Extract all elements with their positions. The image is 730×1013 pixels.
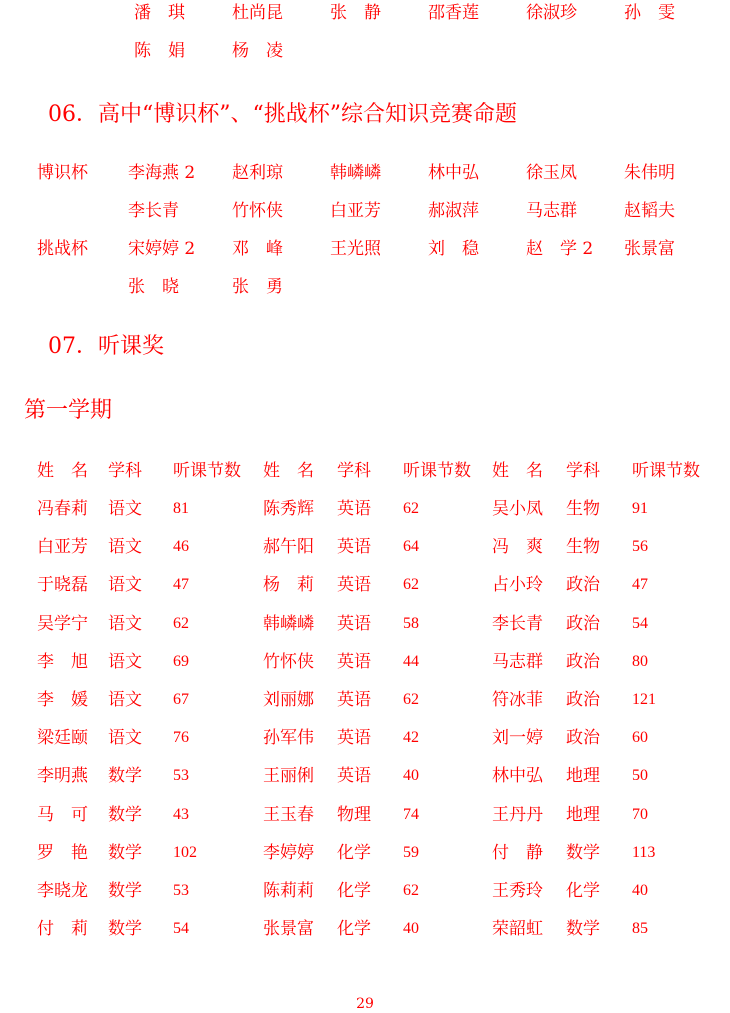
name-entry: 刘 稳	[428, 239, 479, 259]
table-cell: 马志群	[492, 651, 543, 672]
table-cell: 化学	[337, 842, 371, 863]
table-cell: 刘一婷	[492, 728, 543, 749]
table-cell: 林中弘	[492, 766, 543, 787]
table-cell: 80	[632, 652, 648, 670]
name-entry: 张 勇	[232, 277, 283, 297]
table-cell: 数学	[566, 919, 600, 940]
table-cell: 马 可	[37, 804, 88, 825]
table-cell: 47	[173, 576, 189, 594]
table-cell: 40	[403, 767, 419, 785]
table-cell: 语文	[108, 613, 142, 634]
table-cell: 刘丽娜	[263, 690, 314, 710]
table-cell: 58	[403, 614, 419, 632]
table-cell: 数学	[108, 804, 142, 825]
table-cell: 陈秀辉	[263, 499, 314, 519]
table-cell: 62	[173, 614, 189, 632]
name-entry: 张景富	[624, 239, 675, 259]
table-cell: 40	[632, 882, 648, 899]
semester-title: 第一学期	[24, 398, 113, 423]
table-cell: 于晓磊	[37, 575, 88, 596]
table-cell: 白亚芳	[37, 537, 88, 558]
table-cell: 64	[403, 538, 419, 556]
table-cell: 102	[173, 843, 197, 861]
table-cell: 地理	[566, 766, 600, 787]
table-cell: 李 媛	[37, 690, 88, 710]
table-cell: 67	[173, 691, 189, 708]
name-entry: 白亚芳	[330, 201, 381, 221]
name-entry: 陈 娟	[134, 41, 185, 61]
name-entry: 邓 峰	[232, 239, 283, 259]
table-cell: 竹怀侠	[263, 651, 314, 672]
table-cell: 吴学宁	[37, 613, 88, 634]
name-entry: 赵 学 2	[526, 239, 594, 259]
name-entry: 赵韬夫	[624, 201, 675, 221]
table-cell: 物理	[337, 804, 371, 825]
name-entry: 宋婷婷 2	[128, 239, 196, 259]
table-cell: 50	[632, 767, 648, 785]
table-header-cell: 听课节数	[632, 461, 700, 481]
name-entry: 林中弘	[428, 163, 479, 183]
table-cell: 语文	[108, 651, 142, 672]
table-cell: 王丽俐	[263, 766, 314, 787]
table-cell: 罗 艳	[37, 842, 88, 863]
table-cell: 121	[632, 691, 656, 708]
group-label-tiaozhan: 挑战杯	[37, 239, 88, 259]
table-cell: 政治	[566, 575, 600, 596]
table-cell: 占小玲	[492, 575, 543, 596]
table-cell: 政治	[566, 651, 600, 672]
table-header-cell: 姓 名	[263, 461, 314, 481]
name-entry: 李海燕 2	[128, 163, 196, 183]
table-cell: 英语	[337, 651, 371, 672]
table-cell: 英语	[337, 613, 371, 634]
section-06-title: 06．高中“博识杯”、“挑战杯”综合知识竞赛命题	[48, 102, 517, 127]
table-header-cell: 学科	[108, 461, 142, 481]
table-cell: 语文	[108, 537, 142, 558]
table-cell: 政治	[566, 613, 600, 634]
table-cell: 语文	[108, 690, 142, 710]
table-cell: 数学	[108, 919, 142, 940]
table-cell: 62	[403, 500, 419, 517]
table-cell: 英语	[337, 499, 371, 519]
table-cell: 李晓龙	[37, 881, 88, 901]
name-entry: 竹怀侠	[232, 201, 283, 221]
table-cell: 政治	[566, 728, 600, 749]
table-cell: 91	[632, 500, 648, 517]
table-cell: 李婷婷	[263, 842, 314, 863]
table-cell: 数学	[108, 881, 142, 901]
table-cell: 81	[173, 500, 189, 517]
table-cell: 王秀玲	[492, 881, 543, 901]
table-cell: 54	[632, 614, 648, 632]
table-cell: 53	[173, 767, 189, 785]
name-entry: 马志群	[526, 201, 577, 221]
table-cell: 42	[403, 729, 419, 747]
table-cell: 生物	[566, 537, 600, 558]
table-cell: 付 莉	[37, 919, 88, 940]
table-cell: 政治	[566, 690, 600, 710]
table-cell: 70	[632, 805, 648, 823]
table-cell: 53	[173, 882, 189, 899]
table-cell: 85	[632, 920, 648, 938]
table-cell: 54	[173, 920, 189, 938]
table-cell: 69	[173, 652, 189, 670]
table-cell: 英语	[337, 690, 371, 710]
table-cell: 化学	[337, 919, 371, 940]
table-cell: 数学	[566, 842, 600, 863]
table-cell: 47	[632, 576, 648, 594]
table-cell: 英语	[337, 537, 371, 558]
name-entry: 杨 凌	[232, 41, 283, 61]
table-cell: 符冰菲	[492, 690, 543, 710]
page-number: 29	[356, 996, 374, 1012]
name-entry: 潘 琪	[134, 3, 185, 23]
table-cell: 语文	[108, 575, 142, 596]
name-entry: 邵香莲	[428, 3, 479, 23]
name-entry: 徐玉凤	[526, 163, 577, 183]
name-entry: 张 静	[330, 3, 381, 23]
table-cell: 语文	[108, 728, 142, 749]
name-entry: 李长青	[128, 201, 179, 221]
table-header-cell: 姓 名	[492, 461, 543, 481]
table-cell: 数学	[108, 766, 142, 787]
table-cell: 60	[632, 729, 648, 747]
table-cell: 冯春莉	[37, 499, 88, 519]
table-cell: 46	[173, 538, 189, 556]
table-cell: 孙军伟	[263, 728, 314, 749]
table-cell: 56	[632, 538, 648, 556]
table-cell: 化学	[566, 881, 600, 901]
table-header-cell: 姓 名	[37, 461, 88, 481]
name-entry: 赵利琼	[232, 163, 283, 183]
table-cell: 杨 莉	[263, 575, 314, 596]
table-cell: 59	[403, 843, 419, 861]
table-cell: 生物	[566, 499, 600, 519]
name-entry: 徐淑珍	[526, 3, 577, 23]
table-cell: 荣韶虹	[492, 919, 543, 940]
section-07-title: 07．听课奖	[48, 334, 164, 359]
table-cell: 冯 爽	[492, 537, 543, 558]
table-cell: 40	[403, 920, 419, 938]
table-header-cell: 学科	[566, 461, 600, 481]
table-cell: 陈莉莉	[263, 881, 314, 901]
table-cell: 郝午阳	[263, 537, 314, 558]
table-cell: 44	[403, 652, 419, 670]
table-cell: 数学	[108, 842, 142, 863]
table-header-cell: 听课节数	[173, 461, 241, 481]
table-cell: 李长青	[492, 613, 543, 634]
table-cell: 语文	[108, 499, 142, 519]
table-cell: 张景富	[263, 919, 314, 940]
table-cell: 王丹丹	[492, 804, 543, 825]
table-cell: 韩嶙嶙	[263, 613, 314, 634]
table-cell: 化学	[337, 881, 371, 901]
table-cell: 王玉春	[263, 804, 314, 825]
table-cell: 113	[632, 843, 656, 861]
table-cell: 地理	[566, 804, 600, 825]
name-entry: 孙 雯	[624, 3, 675, 23]
name-entry: 王光照	[330, 239, 381, 259]
name-entry: 郝淑萍	[428, 201, 479, 221]
table-cell: 62	[403, 691, 419, 708]
table-cell: 付 静	[492, 842, 543, 863]
table-cell: 76	[173, 729, 189, 747]
table-cell: 英语	[337, 766, 371, 787]
group-label-boshi: 博识杯	[37, 163, 88, 183]
table-cell: 李 旭	[37, 651, 88, 672]
table-cell: 62	[403, 882, 419, 899]
table-cell: 李明燕	[37, 766, 88, 787]
table-header-cell: 学科	[337, 461, 371, 481]
table-cell: 62	[403, 576, 419, 594]
name-entry: 朱伟明	[624, 163, 675, 183]
table-cell: 英语	[337, 728, 371, 749]
name-entry: 杜尚昆	[232, 3, 283, 23]
table-header-cell: 听课节数	[403, 461, 471, 481]
table-cell: 英语	[337, 575, 371, 596]
name-entry: 韩嶙嶙	[330, 163, 381, 183]
table-cell: 74	[403, 805, 419, 823]
name-entry: 张 晓	[128, 277, 179, 297]
table-cell: 梁廷颐	[37, 728, 88, 749]
table-cell: 43	[173, 805, 189, 823]
table-cell: 吴小凤	[492, 499, 543, 519]
